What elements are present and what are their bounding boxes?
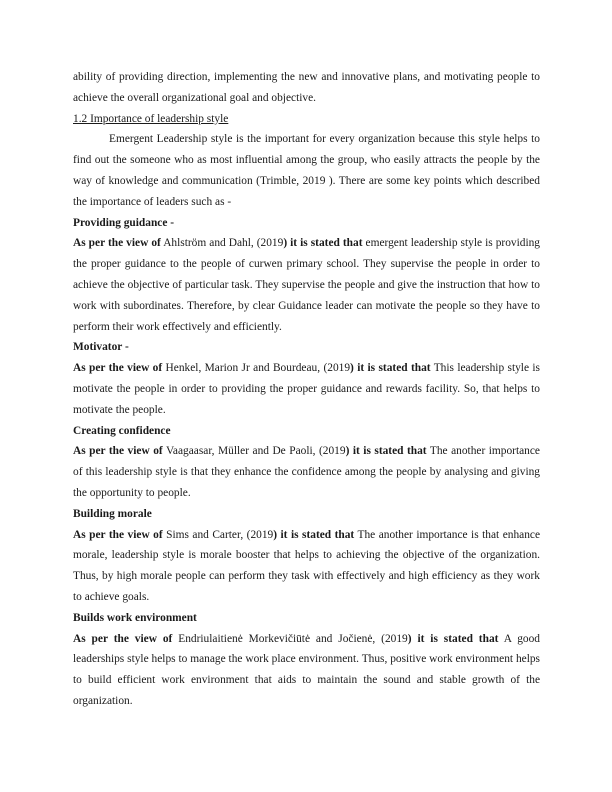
section-heading-link[interactable]: 1.2 Importance of leadership style xyxy=(73,112,229,125)
intro-paragraph: ability of providing direction, implementing the new and innovative plans, and motivating people to achieve the overall organizational goal and objective. xyxy=(73,71,540,104)
citation-authors: Vaagaasar, Müller and De Paoli, (2019 xyxy=(162,445,346,458)
opening-paragraph: Emergent Leadership style is the important for every organization because this style helps to find out the someone who as most influential among the group, who easily attracts the people by the way of knowledge and communication (Trimble, 2019 ). There are some key points which described the importance of leaders such as - xyxy=(73,133,540,208)
lead-phrase: As per the view of xyxy=(73,528,163,541)
document-page xyxy=(73,67,540,712)
section-body xyxy=(73,441,540,503)
section-text: emergent leadership style is providing the proper guidance to the people of curwen primary school. They supervise the people in order to achieve the objective of particular task. They supervise the people and give the instruction that how to work with subordinates. Therefore, by clear Guidance leader can motivate the people so they have to perform their work effectively and efficiently. xyxy=(73,237,540,333)
section-builds-work-environment xyxy=(73,608,540,712)
stated-phrase: ) it is stated that xyxy=(273,528,355,541)
citation-authors: Endriulaitienė Morkevičiūtė and Jočienė, (2019 xyxy=(172,632,408,645)
section-providing-guidance xyxy=(73,213,540,338)
lead-phrase: As per the view of xyxy=(73,632,173,645)
section-body xyxy=(73,525,540,608)
citation-authors: Henkel, Marion Jr and Bourdeau, (2019 xyxy=(162,362,351,375)
lead-phrase: As per the view of xyxy=(73,237,161,250)
section-body xyxy=(73,233,540,337)
citation-authors: Sims and Carter, (2019 xyxy=(162,528,274,541)
section-title: Builds work environment xyxy=(73,611,197,624)
section-title: Motivator - xyxy=(73,341,129,354)
stated-phrase: ) it is stated that xyxy=(283,237,363,250)
section-body xyxy=(73,358,540,420)
section-text: A good leaderships style helps to manage the work place environment. Thus, positive work environment helps to build efficient work environment that aids to maintain the sound and stable growth of the organization. xyxy=(73,632,540,707)
stated-phrase: ) it is stated that xyxy=(345,445,427,458)
lead-phrase: As per the view of xyxy=(73,362,163,375)
section-title: Creating confidence xyxy=(73,424,171,437)
section-title: Providing guidance - xyxy=(73,216,175,229)
section-motivator xyxy=(73,337,540,420)
section-creating-confidence xyxy=(73,421,540,504)
section-text: The another importance of this leadership style is that they enhance the confidence among the people by analysing and giving the opportunity to people. xyxy=(73,445,540,499)
section-text: This leadership style is motivate the people in order to providing the proper guidance and rewards facility. So, that helps to motivate the people. xyxy=(73,362,540,416)
section-building-morale xyxy=(73,504,540,608)
section-body xyxy=(73,629,540,712)
stated-phrase: ) it is stated that xyxy=(407,632,499,645)
section-heading[interactable] xyxy=(73,109,540,130)
stated-phrase: ) it is stated that xyxy=(350,362,431,375)
section-title: Building morale xyxy=(73,507,152,520)
lead-phrase: As per the view of xyxy=(73,445,163,458)
citation-authors: Ahlström and Dahl, (2019 xyxy=(160,237,284,250)
section-text: The another importance is that enhance morale, leadership style is morale booster that helps to achieving the objective of the organization. Thus, by high morale people can perform they task with effectively and high efficiency as they work to achieve goals. xyxy=(73,528,540,603)
